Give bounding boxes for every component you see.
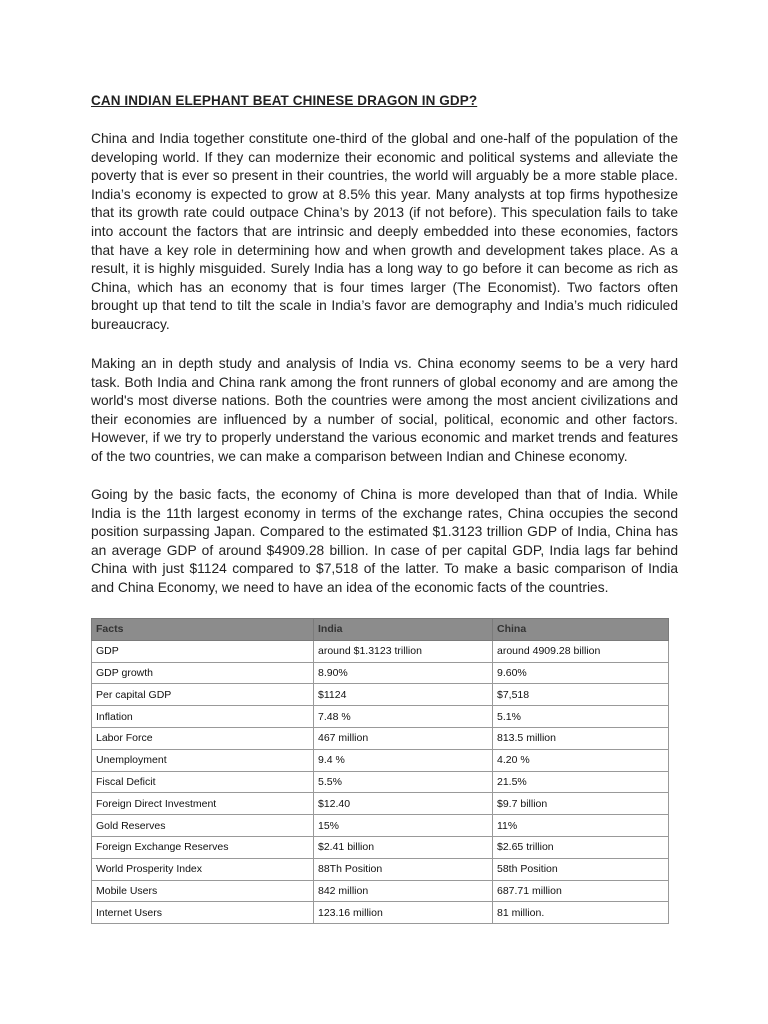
header-facts: Facts <box>92 619 314 641</box>
table-row <box>92 902 669 924</box>
table-row <box>92 706 669 728</box>
fact-cell: Per capital GDP <box>92 684 314 706</box>
fact-cell: Internet Users <box>92 902 314 924</box>
table-row <box>92 662 669 684</box>
fact-cell: Mobile Users <box>92 880 314 902</box>
page-title: CAN INDIAN ELEPHANT BEAT CHINESE DRAGON IN GDP? <box>91 93 478 108</box>
india-cell: $12.40 <box>314 793 493 815</box>
facts-table <box>91 618 669 924</box>
fact-cell: Gold Reserves <box>92 815 314 837</box>
china-cell: 5.1% <box>493 706 669 728</box>
china-cell: $9.7 billion <box>493 793 669 815</box>
table-row <box>92 880 669 902</box>
india-cell: around $1.3123 trillion <box>314 640 493 662</box>
table-row <box>92 771 669 793</box>
india-cell: 842 million <box>314 880 493 902</box>
china-cell: around 4909.28 billion <box>493 640 669 662</box>
table-row <box>92 749 669 771</box>
fact-cell: Foreign Direct Investment <box>92 793 314 815</box>
fact-cell: Inflation <box>92 706 314 728</box>
china-cell: 81 million. <box>493 902 669 924</box>
china-cell: 58th Position <box>493 858 669 880</box>
paragraph-facts: Going by the basic facts, the economy of China is more developed than that of India. While India is the 11th largest economy in terms of the exchange rates, China occupies the second position surpassing Japan. Compared to the estimated $1.3123 trillion GDP of India, China has an average GDP of around $4909.28 billion. In case of per capital GDP, India lags far behind China with just $1124 compared to $7,518 of the latter. To make a basic comparison of India and China Economy, we need to have an idea of the economic facts of the countries. <box>91 487 678 595</box>
china-cell: 21.5% <box>493 771 669 793</box>
china-cell: 9.60% <box>493 662 669 684</box>
table-row <box>92 858 669 880</box>
fact-cell: Labor Force <box>92 727 314 749</box>
india-cell: 15% <box>314 815 493 837</box>
china-cell: 11% <box>493 815 669 837</box>
fact-cell: Foreign Exchange Reserves <box>92 836 314 858</box>
fact-cell: GDP <box>92 640 314 662</box>
table-row <box>92 836 669 858</box>
header-china: China <box>493 619 669 641</box>
india-cell: 7.48 % <box>314 706 493 728</box>
table-row <box>92 640 669 662</box>
table-row <box>92 793 669 815</box>
india-cell: 5.5% <box>314 771 493 793</box>
china-cell: $2.65 trillion <box>493 836 669 858</box>
table-row <box>92 815 669 837</box>
india-cell: 88Th Position <box>314 858 493 880</box>
india-cell: 123.16 million <box>314 902 493 924</box>
india-cell: $2.41 billion <box>314 836 493 858</box>
paragraph-intro: China and India together constitute one-third of the global and one-half of the population of the developing world. If they can modernize their economic and political systems and alleviate the poverty that is ever so present in their countries, the world will arguably be a more stable place. India’s economy is expected to grow at 8.5% this year. Many analysts at top firms hypothesize that its growth rate could outpace China’s by 2013 (if not before). This speculation fails to take into account the factors that are intrinsic and deeply embedded into these economies, factors that have a key role in determining how and when growth and development takes place. As a result, it is highly misguided. Surely India has a long way to go before it can become as rich as China, which has an economy that is four times larger (The Economist). Two factors often brought up that tend to tilt the scale in India’s favor are demography and India’s much ridiculed bureaucracy. <box>91 131 678 332</box>
fact-cell: Unemployment <box>92 749 314 771</box>
fact-cell: Fiscal Deficit <box>92 771 314 793</box>
china-cell: $7,518 <box>493 684 669 706</box>
fact-cell: World Prosperity Index <box>92 858 314 880</box>
india-cell: 467 million <box>314 727 493 749</box>
india-cell: 9.4 % <box>314 749 493 771</box>
fact-cell: GDP growth <box>92 662 314 684</box>
china-cell: 813.5 million <box>493 727 669 749</box>
table-row <box>92 727 669 749</box>
paragraph-analysis: Making an in depth study and analysis of India vs. China economy seems to be a very hard task. Both India and China rank among the front runners of global economy and are among the world's most diverse nations. Both the countries were among the most ancient civilizations and their economies are influenced by a number of social, political, economic and other factors. However, if we try to properly understand the various economic and market trends and features of the two countries, we can make a comparison between Indian and Chinese economy. <box>91 356 678 464</box>
india-cell: $1124 <box>314 684 493 706</box>
china-cell: 4.20 % <box>493 749 669 771</box>
china-cell: 687.71 million <box>493 880 669 902</box>
table-row <box>92 684 669 706</box>
india-cell: 8.90% <box>314 662 493 684</box>
header-india: India <box>314 619 493 641</box>
table-header-row <box>92 619 669 641</box>
